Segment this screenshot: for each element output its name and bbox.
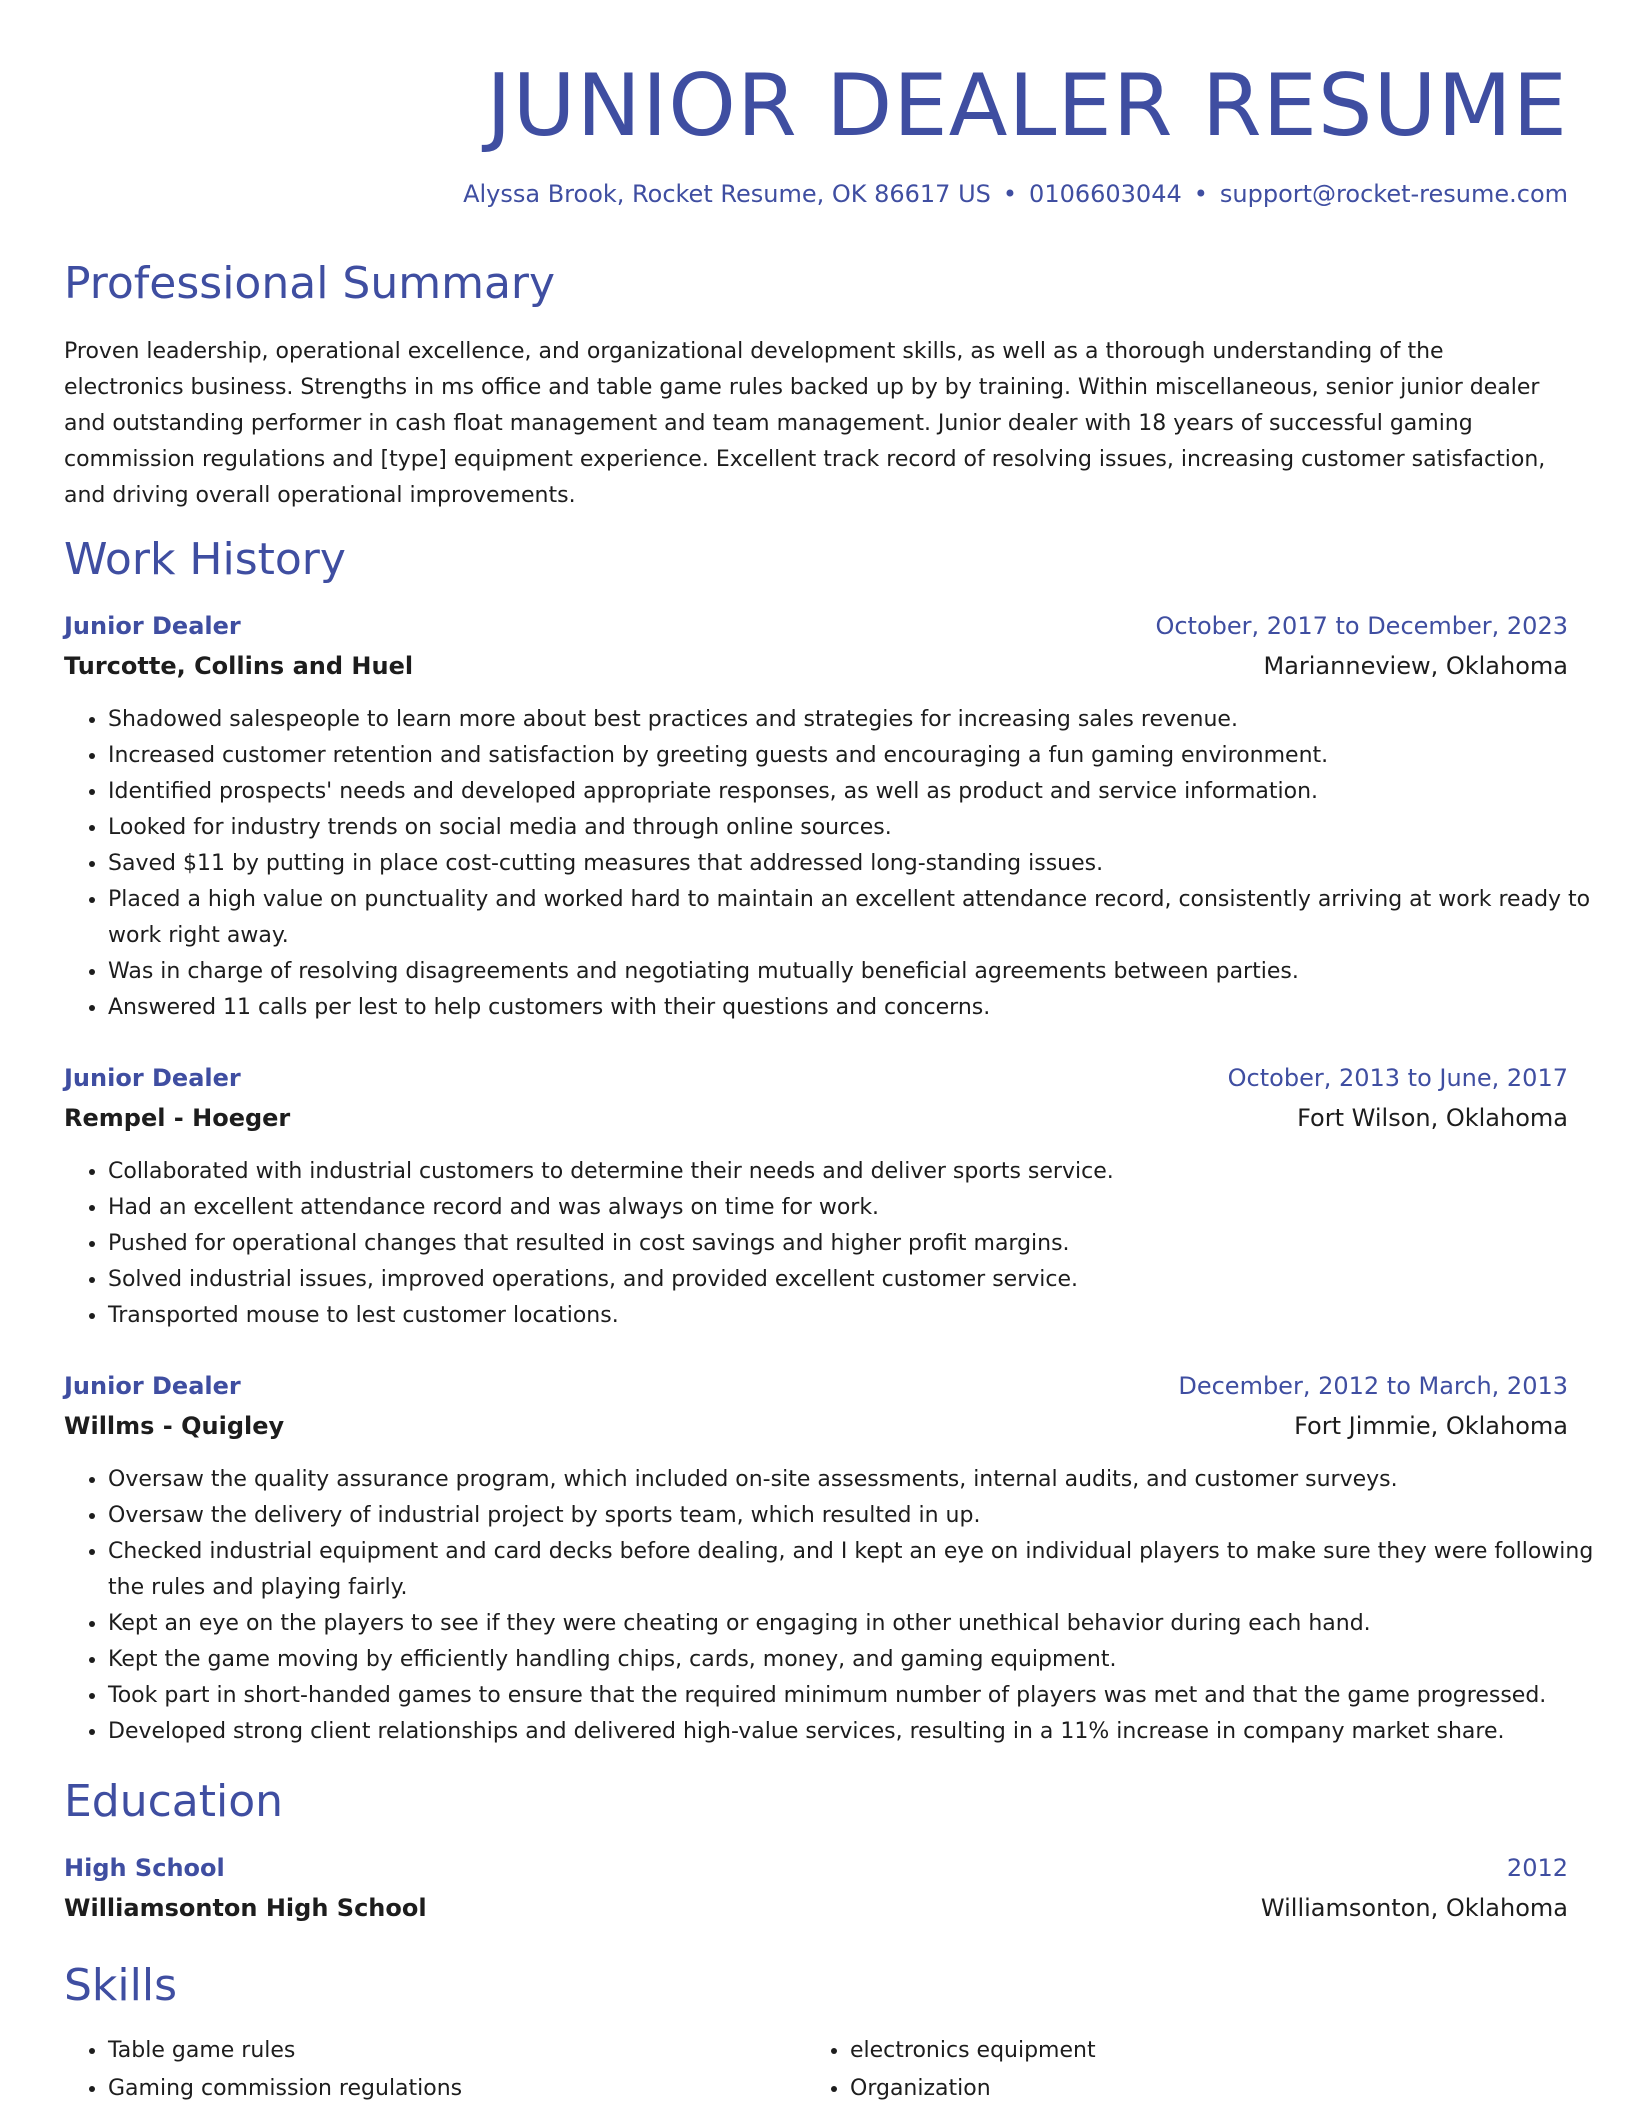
education-location: Williamsonton, Oklahoma [1260, 1894, 1568, 1922]
list-item: • Placed a high value on punctuality and worked hard to maintain an excellent attendance record, consistently arriving at work ready to work right away. [108, 882, 1612, 954]
list-item: • Checked industrial equipment and card decks before dealing, and I kept an eye on individual players to make sure they were following the rules and playing fairly. [108, 1534, 1612, 1606]
job-bullets [64, 1154, 1612, 1334]
list-item: • Oversaw the quality assurance program, which included on-site assessments, internal audits, and customer surveys. [108, 1462, 1612, 1498]
list-item: • Looked for industry trends on social media and through online sources. [108, 810, 1612, 846]
list-item: • Kept an eye on the players to see if they were cheating or engaging in other unethical behavior during each hand. [108, 1606, 1612, 1642]
education-header [64, 1854, 1568, 1882]
job-bullets [64, 702, 1612, 1026]
job-title: Junior Dealer [64, 612, 241, 640]
list-item: • Table game rules [108, 2032, 808, 2070]
list-item: • Oversaw the delivery of industrial project by sports team, which resulted in up. [108, 1498, 1612, 1534]
contact-separator: • [1193, 180, 1208, 208]
list-item: • Solved industrial issues, improved operations, and provided excellent customer service. [108, 1262, 1612, 1298]
list-item: • Transported mouse to lest customer locations. [108, 1298, 1612, 1334]
job-company: Willms - Quigley [64, 1412, 285, 1440]
education-school: Williamsonton High School [64, 1894, 427, 1922]
education-year: 2012 [1506, 1854, 1568, 1882]
list-item: • electronics equipment [850, 2032, 1550, 2070]
job-company-row [64, 1104, 1568, 1132]
job-company: Turcotte, Collins and Huel [64, 652, 414, 680]
job-dates: October, 2013 to June, 2017 [1227, 1064, 1568, 1092]
list-item: • Increased customer retention and satisfaction by greeting guests and encouraging a fun gaming environment. [108, 738, 1612, 774]
job-location: Fort Wilson, Oklahoma [1297, 1104, 1568, 1132]
job-header [64, 1064, 1568, 1092]
job-title: Junior Dealer [64, 1372, 241, 1400]
job-header [64, 1372, 1568, 1400]
job-title: Junior Dealer [64, 1064, 241, 1092]
education-degree: High School [64, 1854, 225, 1882]
list-item: • Had an excellent attendance record and was always on time for work. [108, 1190, 1612, 1226]
job-bullets [64, 1462, 1612, 1750]
job-header [64, 612, 1568, 640]
list-item: • Organization [850, 2070, 1550, 2108]
skills-list-right [806, 2032, 1550, 2108]
skills-list-left [64, 2032, 808, 2108]
job-company-row [64, 1412, 1568, 1440]
list-item: • Saved $11 by putting in place cost-cutting measures that addressed long-standing issues. [108, 846, 1612, 882]
contact-line [463, 180, 1568, 208]
list-item: • Answered 11 calls per lest to help customers with their questions and concerns. [108, 990, 1612, 1026]
job-company-row [64, 652, 1568, 680]
contact-email: support@rocket-resume.com [1219, 180, 1568, 208]
list-item: • Developed strong client relationships and delivered high-value services, resulting in a 11% increase in company market share. [108, 1714, 1612, 1750]
list-item: • Identified prospects' needs and developed appropriate responses, as well as product and service information. [108, 774, 1612, 810]
skills-heading: Skills [64, 1960, 178, 2011]
job-location: Fort Jimmie, Oklahoma [1294, 1412, 1568, 1440]
job-dates: October, 2017 to December, 2023 [1155, 612, 1568, 640]
list-item: • Was in charge of resolving disagreements and negotiating mutually beneficial agreements between parties. [108, 954, 1612, 990]
summary-heading: Professional Summary [64, 258, 556, 309]
list-item: • Gaming commission regulations [108, 2070, 808, 2108]
list-item: • Shadowed salespeople to learn more about best practices and strategies for increasing sales revenue. [108, 702, 1612, 738]
list-item: • Pushed for operational changes that resulted in cost savings and higher profit margins. [108, 1226, 1612, 1262]
resume-title: JUNIOR DEALER RESUME [486, 56, 1568, 156]
list-item: • Kept the game moving by efficiently handling chips, cards, money, and gaming equipment. [108, 1642, 1612, 1678]
job-dates: December, 2012 to March, 2013 [1178, 1372, 1568, 1400]
contact-separator: • [1002, 180, 1018, 208]
list-item: • Collaborated with industrial customers to determine their needs and deliver sports service. [108, 1154, 1612, 1190]
contact-address: Alyssa Brook, Rocket Resume, OK 86617 US [463, 180, 991, 208]
job-location: Marianneview, Oklahoma [1263, 652, 1568, 680]
education-school-row [64, 1894, 1568, 1922]
list-item: • Took part in short-handed games to ensure that the required minimum number of players was met and that the game progressed. [108, 1678, 1612, 1714]
contact-phone: 0106603044 [1029, 180, 1182, 208]
summary-text: Proven leadership, operational excellence, and organizational development skills, as well as a thorough understanding of the electronics business. Strengths in ms office and table game rules backed up by by training. Within miscellaneous, senior junior dealer and outstanding performer in cash float management and team management. Junior dealer with 18 years of successful gaming commission regulations and [type] equipment experience. Excellent track record of resolving issues, increasing customer satisfaction, and driving overall operational improvements. [64, 339, 1546, 508]
education-heading: Education [64, 1776, 284, 1827]
job-company: Rempel - Hoeger [64, 1104, 291, 1132]
work-history-heading: Work History [64, 534, 346, 585]
